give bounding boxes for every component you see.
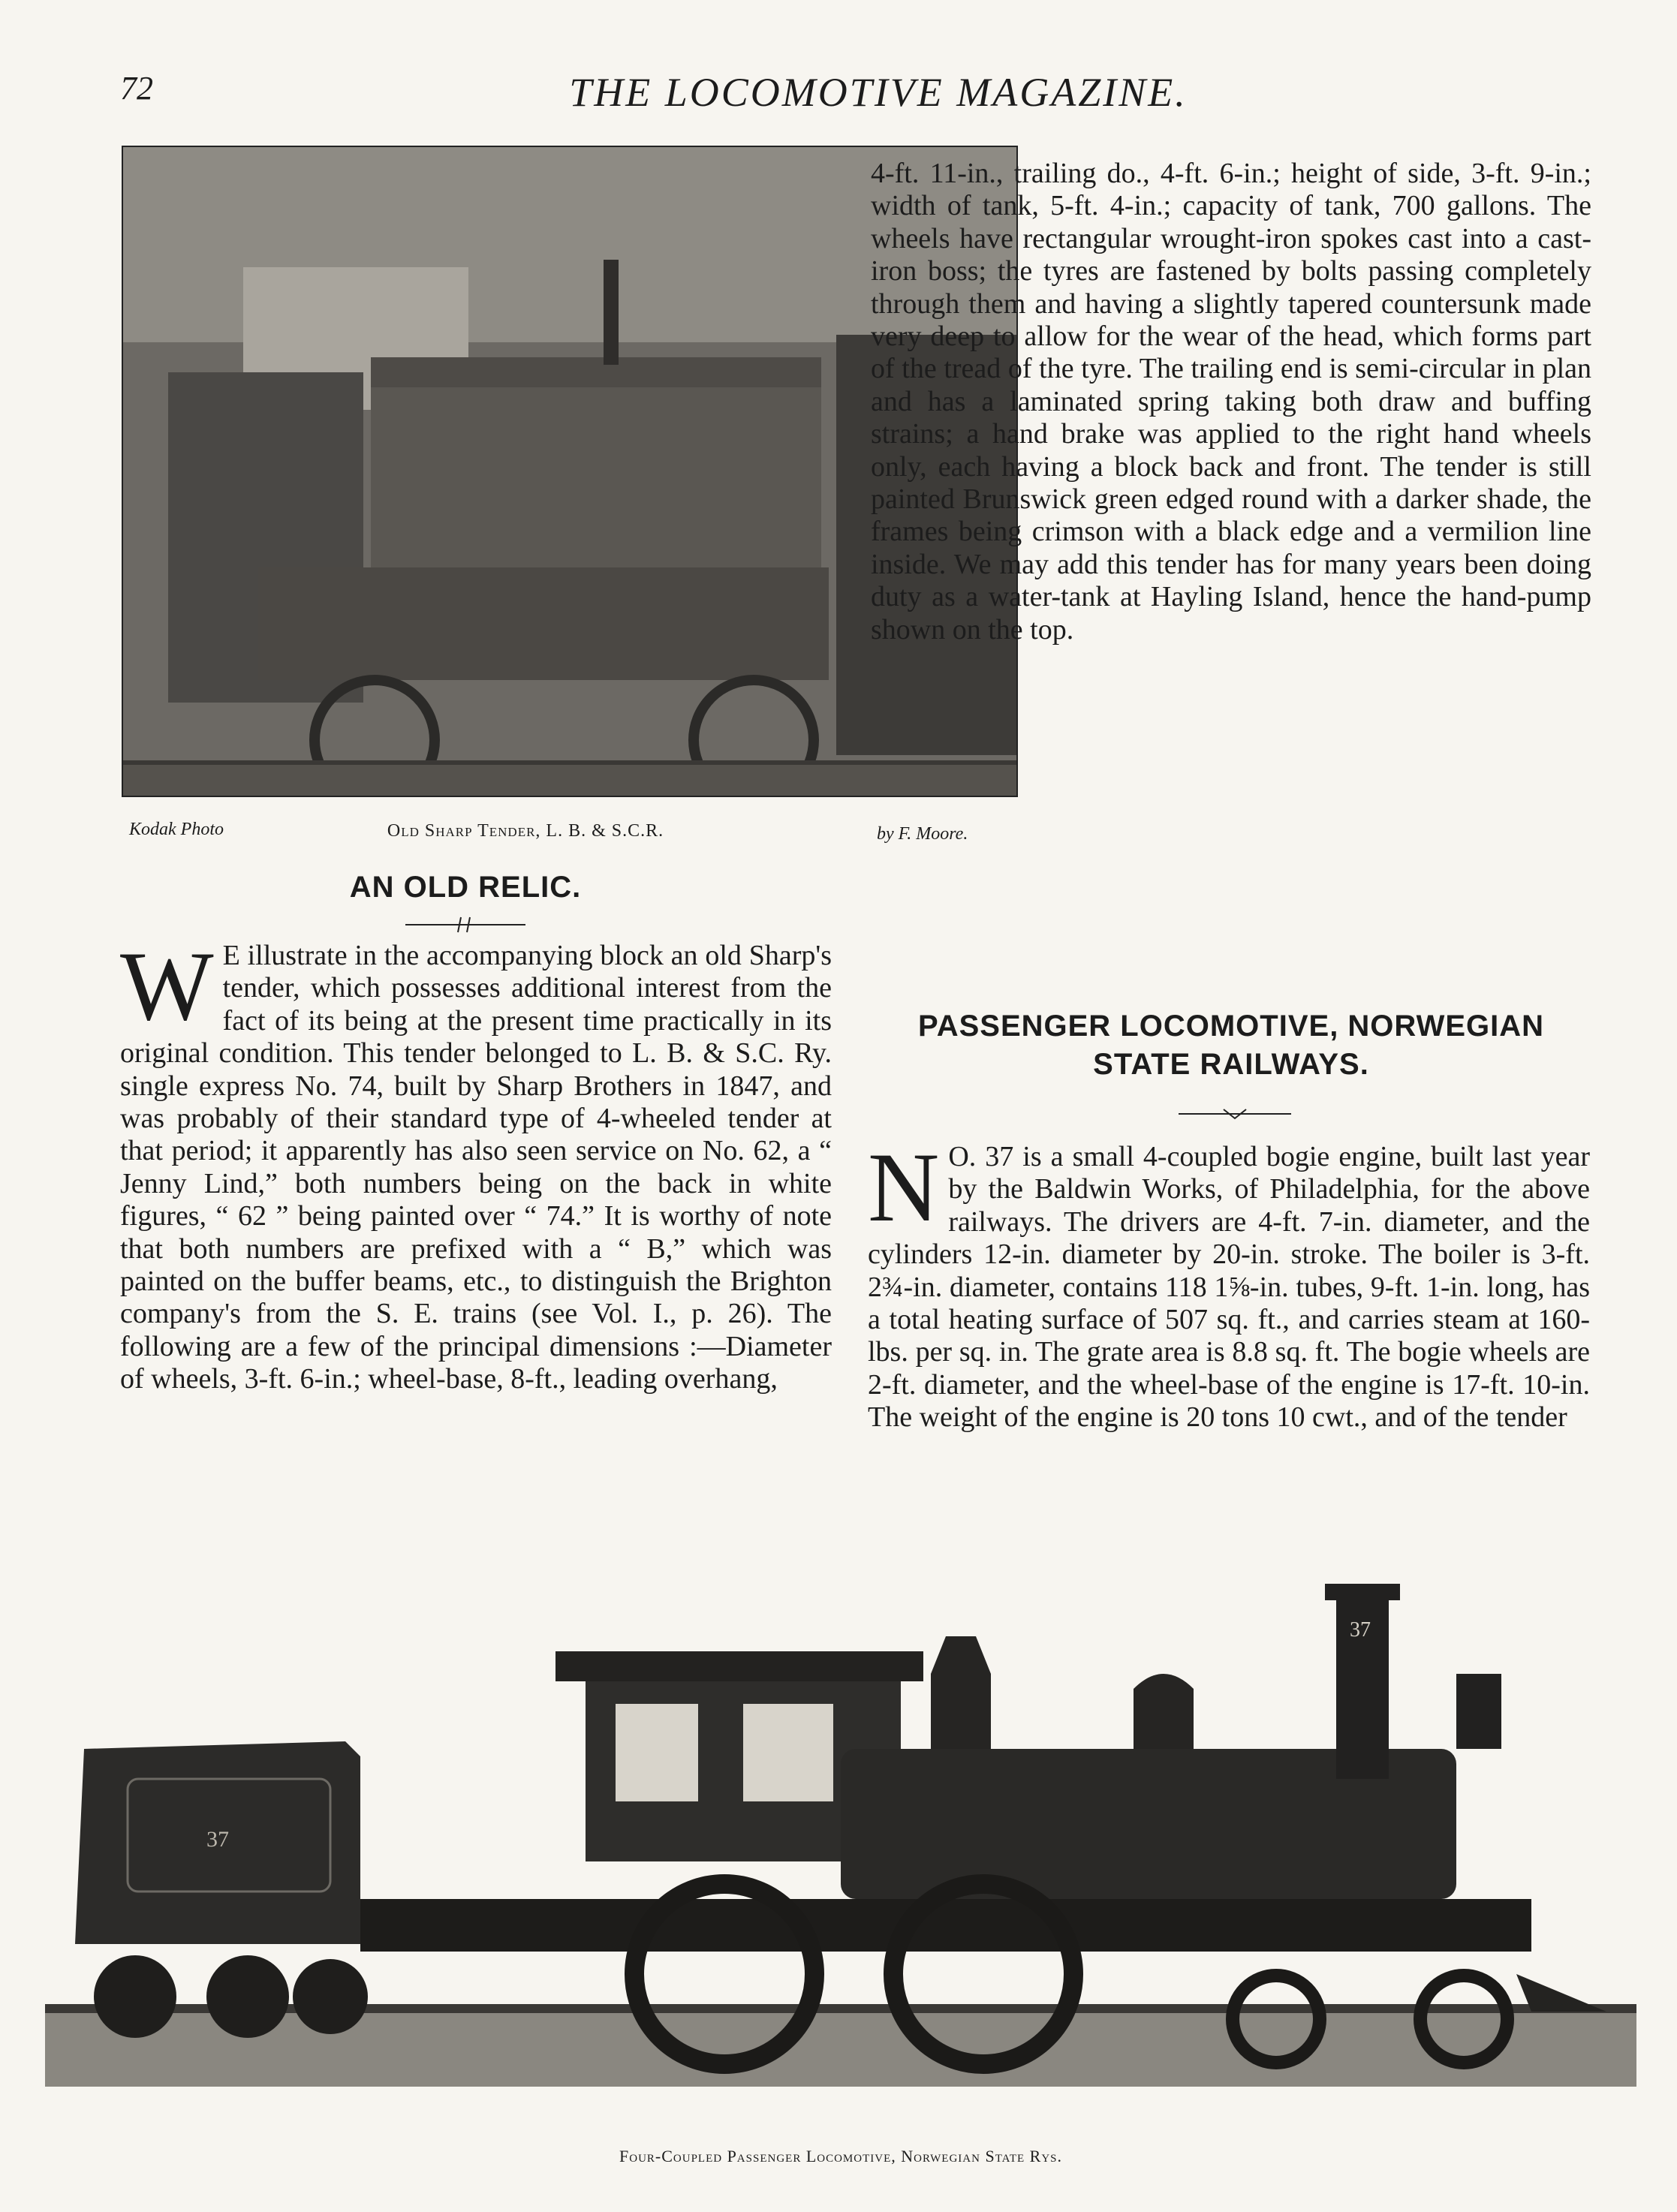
article-norwegian-body bbox=[868, 1132, 1590, 1539]
locomotive-caption: Four-Coupled Passenger Locomotive, Norwegian State Rys. bbox=[619, 2147, 1062, 2165]
page-number: 72 bbox=[120, 70, 153, 107]
article-norwegian-text: O. 37 is a small 4-coupled bogie engine, built last year by the Baldwin Works, of Philadelphia, for the above railways. The drivers are 4-ft. 7-in. diameter, and the cylinders 12-in. diameter by 20-in. stroke. The boiler is 3-ft. 2¾-in. diameter, contains 118 1⅝-in. tubes, 9-ft. 1-in. long, has a total heating surface of 507 sq. ft., and carries steam at 160-lbs. per sq. in. The grate area is 8.8 sq. ft. The bogie wheels are 2-ft. diameter, and the wheel-base of the engine is 17-ft. 10-in. The weight of the engine is 20 tons 10 cwt., and of the tender bbox=[868, 1141, 1590, 1434]
heading-ornament-2 bbox=[1179, 1103, 1291, 1124]
article-old-relic-body-right bbox=[871, 158, 1591, 968]
article-heading-old-relic: AN OLD RELIC. bbox=[349, 871, 582, 904]
locomotive-photo bbox=[45, 1554, 1636, 2094]
heading-ornament bbox=[405, 914, 525, 935]
article-heading-norwegian-line1: PASSENGER LOCOMOTIVE, NORWEGIAN bbox=[917, 1010, 1545, 1043]
article-old-relic-text-left: E illustrate in the accompanying block an old Sharp's tender, which possesses additional interest from the fact of its being at the present time practically in its original condition. This tender belonged to L. B. & S.C. Ry. single express No. 74, built by Sharp Brothers in 1847, and was probably of their standard type of 4-wheeled tender at that period; it apparently has also seen service on No. 62, a “ Jenny Lind,” both numbers being on the back in white figures, “ 62 ” being painted over “ 74.” It is worthy of note that both numbers are prefixed with a “ B,” which was painted on the buffer beams, etc., to distinguish the Brighton company's from the S. E. trains (see Vol. I., p. 26). The following are a few of the principal dimensions :—Diameter of wheels, 3-ft. 6-in.; wheel-base, 8-ft., leading overhang, bbox=[120, 940, 832, 1395]
drop-cap-n: N bbox=[868, 1132, 940, 1242]
article-old-relic-body-left bbox=[120, 931, 832, 1540]
article-heading-norwegian-line2: STATE RAILWAYS. bbox=[1093, 1048, 1369, 1081]
drop-cap-w: W bbox=[120, 931, 214, 1041]
article-old-relic-text-right: 4-ft. 11-in., trailing do., 4-ft. 6-in.; height of side, 3-ft. 9-in.; width of tank, 5-ft. 4-in.; capacity of tank, 700 gallons. The wheels have rectangular wrought-iron spokes cast into a cast-iron boss; the tyres are fastened by bolts passing completely through them and having a slightly tapered countersunk made very deep to allow for the wear of the head, which forms part of the tread of the tyre. The trailing end is semi-circular in plan and has a laminated spring taking both draw and buffing strains; a hand brake was applied to the right hand wheels only, each having a block back and front. The tender is still painted Brunswick green edged round with a darker shade, the frames being crimson with a black edge and a vermilion line inside. We may add this tender has for many years been doing duty as a water-tank at Hayling Island, hence the hand-pump shown on the top. bbox=[871, 158, 1591, 646]
photo-caption: Old Sharp Tender, L. B. & S.C.R. bbox=[387, 821, 664, 841]
photo-credit-left: Kodak Photo bbox=[129, 820, 224, 839]
engine-number-37: 37 bbox=[1350, 1618, 1371, 1642]
page-title: THE LOCOMOTIVE MAGAZINE. bbox=[569, 70, 1188, 115]
photo-credit-right: by F. Moore. bbox=[877, 824, 968, 844]
tender-number-37: 37 bbox=[206, 1827, 229, 1852]
